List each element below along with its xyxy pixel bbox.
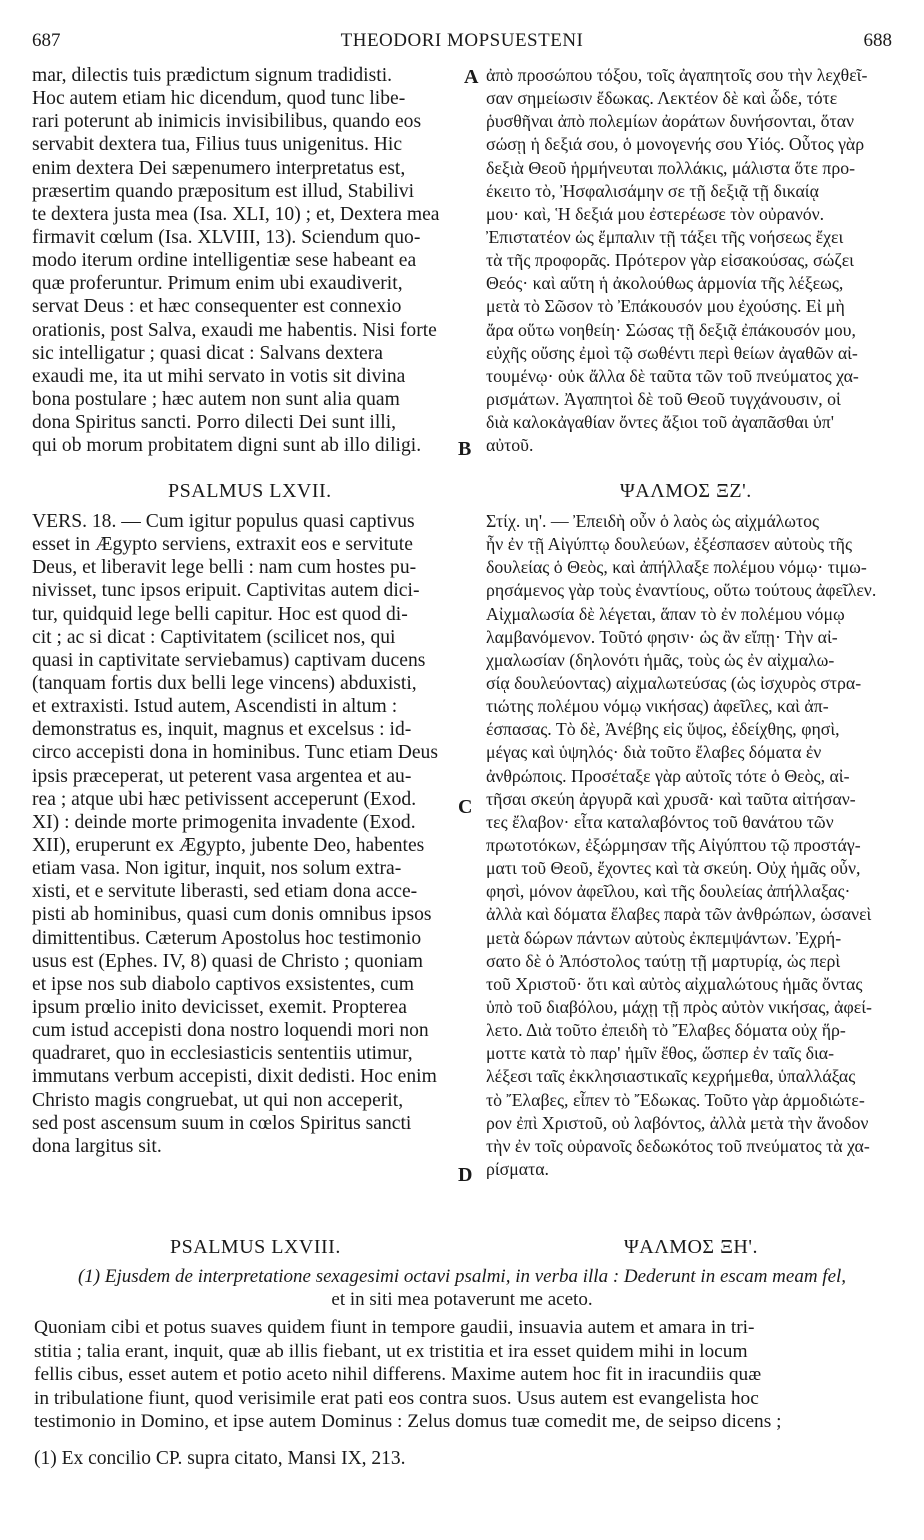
greek-line: Στίχ. ιη'. — Ἐπειδὴ οὖν ὁ λαὸς ὡς αἰχμάλωτος (486, 511, 820, 531)
footnote: (1) Ex concilio CP. supra citato, Mansi IX, 213. (34, 1448, 406, 1469)
latin-line: quæ proferuntur. Primum enim ubi exaudiverit, (32, 273, 403, 295)
greek-line: πρωτοτόκων, ἐξώρμησαν τῆς Αἰγύπτου τῷ προστάγ- (486, 834, 861, 855)
greek-column-2 (486, 510, 886, 1181)
greek-line: μέγας καὶ ὑψηλός· διὰ τοῦτο ἔλαβες δόματα ἐν (486, 742, 822, 763)
latin-line: XII), eruperunt ex Ægypto, jubente Deo, habentes (32, 834, 425, 856)
latin-line: te dextera justa mea (Isa. XLI, 10) ; et, Dextera mea (32, 203, 440, 225)
latin-line: usus est (Ephes. IV, 8) quasi de Christo ; quoniam (32, 950, 423, 972)
greek-line: μετὰ τὸ Σῶσον τὸ Ἐπάκουσόν μου ἐχούσης. Εἰ μὴ (486, 296, 845, 317)
latin-line: etiam vasa. Non igitur, inquit, nos solum extra- (32, 858, 402, 880)
page-header (32, 24, 892, 58)
latin-line: rea ; atque ubi hæc petivissent acceperunt (Exod. (32, 788, 417, 810)
latin-line: exaudi me, ita ut mihi servato in votis sit divina (32, 365, 406, 387)
latin-line: sic intelligatur ; quasi dicat : Salvans dextera (32, 342, 383, 364)
latin-line: præsertim quando præpositum est illud, Stabilivi (32, 180, 415, 202)
latin-line: pisti ab hominibus, quasi cum donis omnibus ipsos (32, 904, 432, 926)
greek-line: ματι τοῦ Θεοῦ, ἔχοντες καὶ τὰ σκεύη. Οὐχ ἡμᾶς οὖν, (486, 858, 861, 879)
greek-line: ρισμάτων. Ἀγαπητοὶ δὲ τοῦ Θεοῦ τυγχάνουσιν, οἱ (486, 388, 841, 409)
greek-line: ὑπὸ τοῦ διαβόλου, μάχῃ τῇ πρὸς αὐτὸν νικήσας, ἀφεί- (486, 996, 872, 1017)
greek-line: ἦν ἐν τῇ Αἰγύπτῳ δουλεύων, ἐξέσπασεν αὐτοὺς τῆς (486, 534, 853, 555)
latin-line: quadraret, quo in ecclesiasticis sententiis utimur, (32, 1043, 413, 1065)
page-number-right: 688 (863, 30, 892, 51)
latin-column-1 (32, 64, 464, 457)
greek-line: τὰ τῆς προφορᾶς. Πρότερον γὰρ εἰσακούσας, σώζει (486, 250, 854, 271)
greek-line: δουλείας ὁ Θεὸς, καὶ ἀπήλλαξε πολέμου νόμῳ· τιμω- (486, 557, 867, 578)
greek-line: τουμένῳ· οὐκ ἄλλα δὲ ταῦτα τῶν τοῦ πνεύματος χα- (486, 365, 859, 386)
margin-marker-c: C (458, 796, 473, 818)
greek-line: λαμβανόμενον. Τοῦτό φησιν· ὡς ἂν εἴπῃ· Τὴν αἰ- (486, 626, 838, 647)
greek-column-1 (486, 64, 886, 457)
latin-line: dimittentibus. Cæterum Apostolus hoc testimonio (32, 927, 422, 949)
latin-psalm-heading: PSALMUS LXVII. (168, 480, 332, 502)
subheading-line: et in siti mea potaverunt me aceto. (331, 1288, 593, 1310)
greek-line: ρον ἐπὶ Χριστοῦ, οὐ λαβόντος, ἀλλὰ μετὰ τὴν ἄνοδον (486, 1112, 869, 1133)
latin-line: et extraxisti. Istud autem, Ascendisti in altum : (32, 696, 398, 718)
greek-line: Ἐπιστατέον ὡς ἔμπαλιν τῇ τάξει τῆς νοήσεως ἔχει (486, 226, 844, 247)
paragraph-line: stitia ; talia erant, inquit, quæ ab illis fiebant, ut ex tristitia et ira esset quidem mihi in locum (34, 1340, 748, 1362)
greek-line: τιώτης πολέμου νόμῳ νικήσας) ἀφεῖλες, καὶ ἀπ- (486, 696, 829, 717)
greek-line: σώσῃ ἡ δεξιά σου, ὁ μονογενής σου Υἱός. Οὗτος γὰρ (486, 134, 865, 155)
running-title: THEODORI MOPSUESTENI (340, 30, 584, 51)
latin-line: VERS. 18. — Cum igitur populus quasi captivus (32, 511, 415, 532)
greek-line: μετὰ δώρων πάντων αὐτοὺς ἐκπεμψάντων. Ἐχρή- (486, 927, 842, 948)
greek-psalm-68-heading: ΨΑΛΜΟΣ ΞΗ'. (624, 1236, 758, 1258)
latin-line: orationis, post Salva, exaudi me habentis. Nisi forte (32, 319, 437, 341)
greek-line: τῆσαι σκεύη ἀργυρᾶ καὶ χρυσᾶ· καὶ ταῦτα αἰτήσαν- (486, 788, 856, 809)
latin-line: servabit dextera tua, Filius tuus unigenitus. Hic (32, 134, 403, 156)
latin-psalm-68-heading: PSALMUS LXVIII. (170, 1236, 341, 1258)
greek-line: έκειτο τὸ, Ἠσφαλισάμην σε τῇ δεξιᾷ τῇ δικαίᾳ (486, 180, 819, 201)
latin-line: xisti, et e servitute liberasti, sed etiam dona acce- (32, 881, 418, 903)
greek-line: ρίσματα. (486, 1158, 549, 1179)
greek-line: ῥυσθῆναι ἀπὸ πολεμίων ἀοράτων δυνήσονται, ὅταν (486, 111, 855, 132)
latin-line: nivisset, tunc ipsos eripuit. Captivitas autem dici- (32, 580, 420, 602)
latin-line: tur, quidquid lege belli capitur. Hoc est quod di- (32, 603, 408, 625)
latin-line: mar, dilectis tuis prædictum signum tradidisti. (32, 65, 393, 86)
latin-line: cum istud accepisti dona nostro loquendi mori non (32, 1020, 429, 1042)
paragraph-line: testimonio in Domino, et ipse autem Dominus : Zelus domus tuæ comedit me, de seipso dicens ; (34, 1411, 782, 1432)
latin-line: ipsum prœlio inito devicisset, exemit. Propterea (32, 996, 407, 1018)
greek-line: σαν σημείωσιν ἔδωκας. Λεκτέον δὲ καὶ ὧδε, τότε (486, 88, 838, 109)
subheading-line: (1) Ejusdem de interpretatione sexagesimi octavi psalmi, in verba illa : Dederunt in escam meam fel, (77, 1266, 847, 1287)
page-number-left: 687 (32, 30, 61, 51)
paragraph-line: in tribulatione fiunt, quod verisimile erat pati eos contra suos. Usus autem est evangelista hoc (34, 1387, 759, 1409)
latin-line: esset in Ægypto serviens, extraxit eos e servitute (32, 534, 413, 556)
latin-line: Hoc autem etiam hic dicendum, quod tunc libe- (32, 88, 406, 110)
latin-line: circo accepisti dona in hominibus. Tunc etiam Deus (32, 742, 438, 764)
latin-line: dona Spiritus sancti. Porro dilecti Dei sunt illi, (32, 412, 397, 434)
latin-line: rari poterunt ab inimicis invisibilibus, quando eos (32, 111, 422, 133)
greek-line: χμαλωσίαν (δηλονότι ἡμᾶς, τοὺς ὡς ἐν αἰχμαλω- (486, 649, 835, 670)
greek-line: σατο δὲ ὁ Ἀπόστολος ταύτῃ τῇ μαρτυρίᾳ, ὡς περὶ (486, 950, 841, 971)
latin-line: firmavit cœlum (Isa. XLVIII, 13). Sciendum quo- (32, 226, 421, 248)
greek-line: λετο. Διὰ τοῦτο ἐπειδὴ τὸ Ἔλαβες δόματα οὐχ ἥρ- (486, 1020, 846, 1041)
greek-line: ἀλλὰ καὶ δόματα ἔλαβες παρὰ τῶν ἀνθρώπων, ὡσανεὶ (486, 904, 872, 925)
latin-line: (tanquam fortis dux belli lege vincens) abduxisti, (32, 672, 417, 694)
paragraph-line: Quoniam cibi et potus suaves quidem fiunt in tempore gaudii, insuavia autem et amara in tri- (34, 1317, 755, 1338)
latin-line: cit ; ac si dicat : Captivitatem (scilicet nos, qui (32, 626, 396, 648)
greek-line: ἄρα οὕτω νοηθείη· Σώσας τῇ δεξιᾷ ἐπάκουσόν μου, (486, 319, 856, 340)
greek-line: έσπασας. Τὸ δὲ, Ἀνέβης εἰς ὕψος, ἐδείχθης, φησὶ, (486, 719, 840, 740)
greek-line: Αἰχμαλωσία δὲ λέγεται, ἅπαν τὸ ἐν πολέμου νόμῳ (486, 603, 845, 624)
greek-line: μοττε κατὰ τὸ παρ' ἡμῖν ἔθος, ὥσπερ ἐν ταῖς δια- (486, 1043, 834, 1064)
latin-line: sed post ascensum suum in cœlos Spiritus sancti (32, 1112, 412, 1134)
greek-line: μου· καὶ, Ἡ δεξιά μου ἐστερέωσε τὸν οὐρανόν. (486, 203, 825, 224)
latin-line: demonstratus es, inquit, magnus et excelsus : id- (32, 719, 412, 741)
latin-line: enim dextera Dei sæpenumero interpretatus est, (32, 157, 406, 179)
greek-line: φησὶ, μόνον ἀφεῖλου, καὶ τῆς δουλείας ἀπήλλαξας· (486, 881, 851, 902)
greek-line: ἀπὸ προσώπου τόξου, τοῖς ἀγαπητοῖς σου τὴν λεχθεῖ- (486, 65, 868, 85)
greek-psalm-heading: ΨΑΛΜΟΣ ΞΖ'. (620, 480, 752, 502)
greek-line: λέξεσι ταῖς ἐκκλησιαστικαῖς κεχρήμεθα, ὑπαλλάξας (486, 1066, 856, 1087)
greek-line: τὸ Ἔλαβες, εἶπεν τὸ Ἔδωκας. Τοῦτο γὰρ ἁρμοδιώτε- (486, 1089, 865, 1110)
margin-marker-d: D (458, 1164, 473, 1186)
latin-line: ipsis præceperat, ut peterent vasa argentea et au- (32, 765, 412, 787)
greek-line: Θεός· καὶ αὕτη ἡ ἀκολούθως ἁρμονία τῆς λέξεως, (486, 273, 844, 294)
greek-line: τες ἔλαβον· εἶτα καταλαβόντος τοῦ θανάτου τῶν (486, 811, 834, 832)
latin-line: immutans verbum accepisti, dixit dedisti. Hoc enim (32, 1066, 437, 1088)
latin-line: qui ob morum probitatem digni sunt ab illo diligi. (32, 435, 422, 457)
margin-marker-a: A (464, 66, 479, 88)
latin-line: Deus, et liberavit lege belli : nam cum hostes pu- (32, 557, 417, 579)
greek-line: διὰ καλοκἀγαθίαν ὄντες ἄξιοι τοῦ ἀγαπᾶσθαι ὑπ' (486, 412, 834, 433)
greek-line: εὐχῆς οὔσης ἐμοὶ τῷ σωθέντι περὶ θείων ἀγαθῶν αἰ- (486, 342, 858, 363)
latin-line: servat Deus : et hæc consequenter est connexio (32, 296, 402, 318)
greek-line: τοῦ Χριστοῦ· ὅτι καὶ αὐτὸς αἰχμαλώτους ἡμᾶς ὄντας (486, 973, 863, 994)
greek-line: σίᾳ δουλεύοντας) αἰχμαλωτεύσας (ὡς ἰσχυρὸς στρα- (486, 672, 862, 693)
latin-line: bona postulare ; hæc autem non sunt alia quam (32, 388, 400, 410)
greek-line: ἀνθρώποις. Προσέταξε γὰρ αὐτοῖς τότε ὁ Θεὸς, αἰ- (486, 765, 850, 786)
latin-line: et ipse nos sub diabolo captivos exsistentes, cum (32, 973, 415, 995)
greek-line: τὴν ἐν τοῖς οὐρανοῖς δεδωκότος τοῦ πνεύματος τὰ χα- (486, 1135, 870, 1156)
section-subheading (32, 1266, 892, 1311)
latin-line: modo iterum ordine intelligentiæ sese habeant ea (32, 250, 417, 272)
bottom-paragraph (34, 1316, 890, 1434)
greek-line: δεξιὰ Θεοῦ ἡρμήνευται πολλάκις, μάλιστα ὅτε προ- (486, 157, 856, 178)
latin-line: XI) : deinde morte primogenita invadente (Exod. (32, 811, 416, 833)
greek-line: αὐτοῦ. (486, 435, 534, 456)
latin-column-2 (32, 510, 464, 1158)
margin-marker-b: B (458, 438, 472, 460)
latin-line: quasi in captivitate serviebamus) captivam ducens (32, 649, 426, 671)
latin-line: dona largitus sit. (32, 1135, 162, 1157)
latin-line: Christo magis congruebat, ut qui non acceperit, (32, 1089, 404, 1111)
greek-line: ρησάμενος γὰρ τοὺς ἐναντίους, οὕτω τούτους ἀφεῖλεν. (486, 580, 877, 601)
paragraph-line: fellis cibus, esset autem et potio aceto nihil differens. Maxime autem hoc fit in iracundiis quæ (34, 1364, 762, 1385)
